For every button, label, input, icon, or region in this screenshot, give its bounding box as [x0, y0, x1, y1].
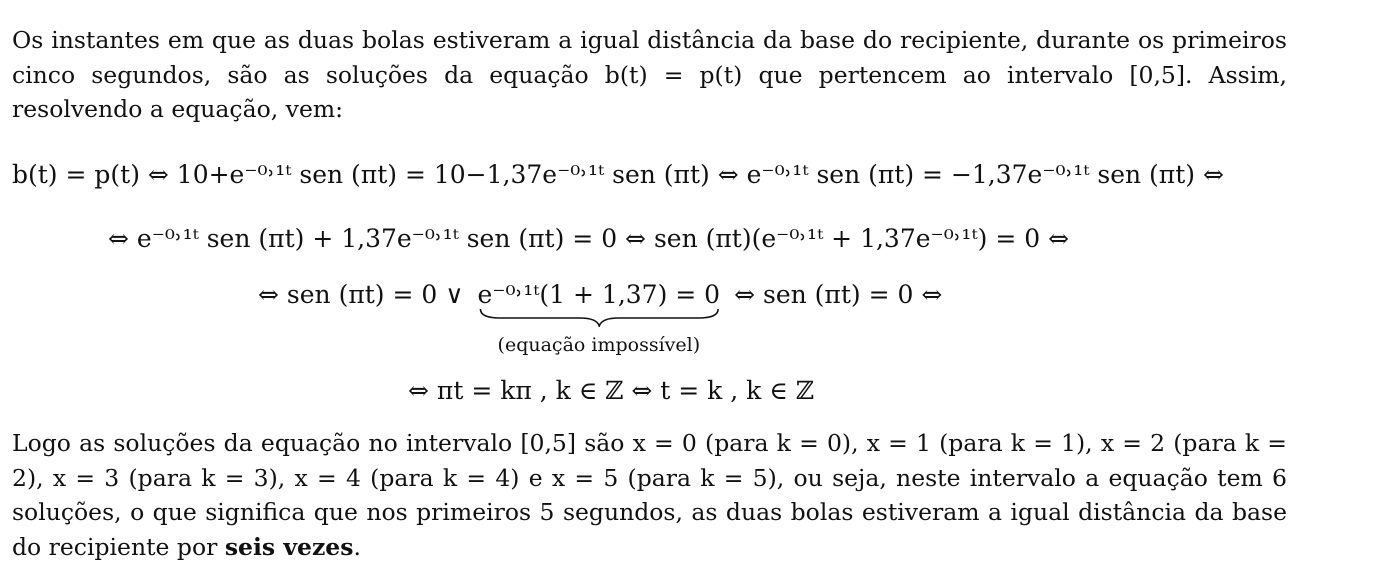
equation-line-4: ⇔ πt = kπ , k ∈ ℤ ⇔ t = k , k ∈ ℤ [408, 376, 814, 405]
conclusion-end: . [353, 532, 361, 561]
conclusion-paragraph [12, 426, 1287, 564]
impossible-equation: e⁻⁰˒¹ᵗ(1 + 1,37) = 0 [477, 280, 721, 309]
equation-line-3-start: ⇔ sen (πt) = 0 ∨ [258, 280, 464, 309]
conclusion-text: Logo as soluções da equação no intervalo [0,5] são x = 0 (para k = 0), x = 1 (para k = 1), x = 2 (para k = 2), x = 3 (para k = 3), x = 4 (para k = 4) e x = 5 (para k = 5), ou seja, neste intervalo a equação tem 6 soluções, o que significa que nos primeiros 5 segundos, as duas bolas estiveram a igual distância da base do recipiente por [12, 429, 1287, 561]
impossible-note: (equação impossível) [497, 334, 701, 356]
equation-line-3-end: ⇔ sen (πt) = 0 ⇔ [734, 280, 943, 309]
equation-line-1: b(t) = p(t) ⇔ 10+e⁻⁰˒¹ᵗ sen (πt) = 10−1,37e⁻⁰˒¹ᵗ sen (πt) ⇔ e⁻⁰˒¹ᵗ sen (πt) = −1,37e⁻⁰˒¹ᵗ sen (πt) ⇔ [12, 160, 1224, 189]
intro-text: Os instantes em que as duas bolas estiveram a igual distância da base do recipiente, durante os primeiros cinco segundos, são as soluções da equação b(t) = p(t) que pertencem ao intervalo [0,5]. Assim, resolvendo a equação, vem: [12, 26, 1287, 123]
equation-line-3 [258, 278, 943, 356]
intro-paragraph [12, 23, 1287, 127]
underbrace-group [477, 278, 721, 356]
underbrace-icon [478, 307, 721, 327]
equation-line-2: ⇔ e⁻⁰˒¹ᵗ sen (πt) + 1,37e⁻⁰˒¹ᵗ sen (πt) = 0 ⇔ sen (πt)(e⁻⁰˒¹ᵗ + 1,37e⁻⁰˒¹ᵗ) = 0 ⇔ [108, 224, 1070, 253]
conclusion-text-wrapper [12, 426, 1287, 564]
conclusion-bold: seis vezes [224, 532, 354, 561]
